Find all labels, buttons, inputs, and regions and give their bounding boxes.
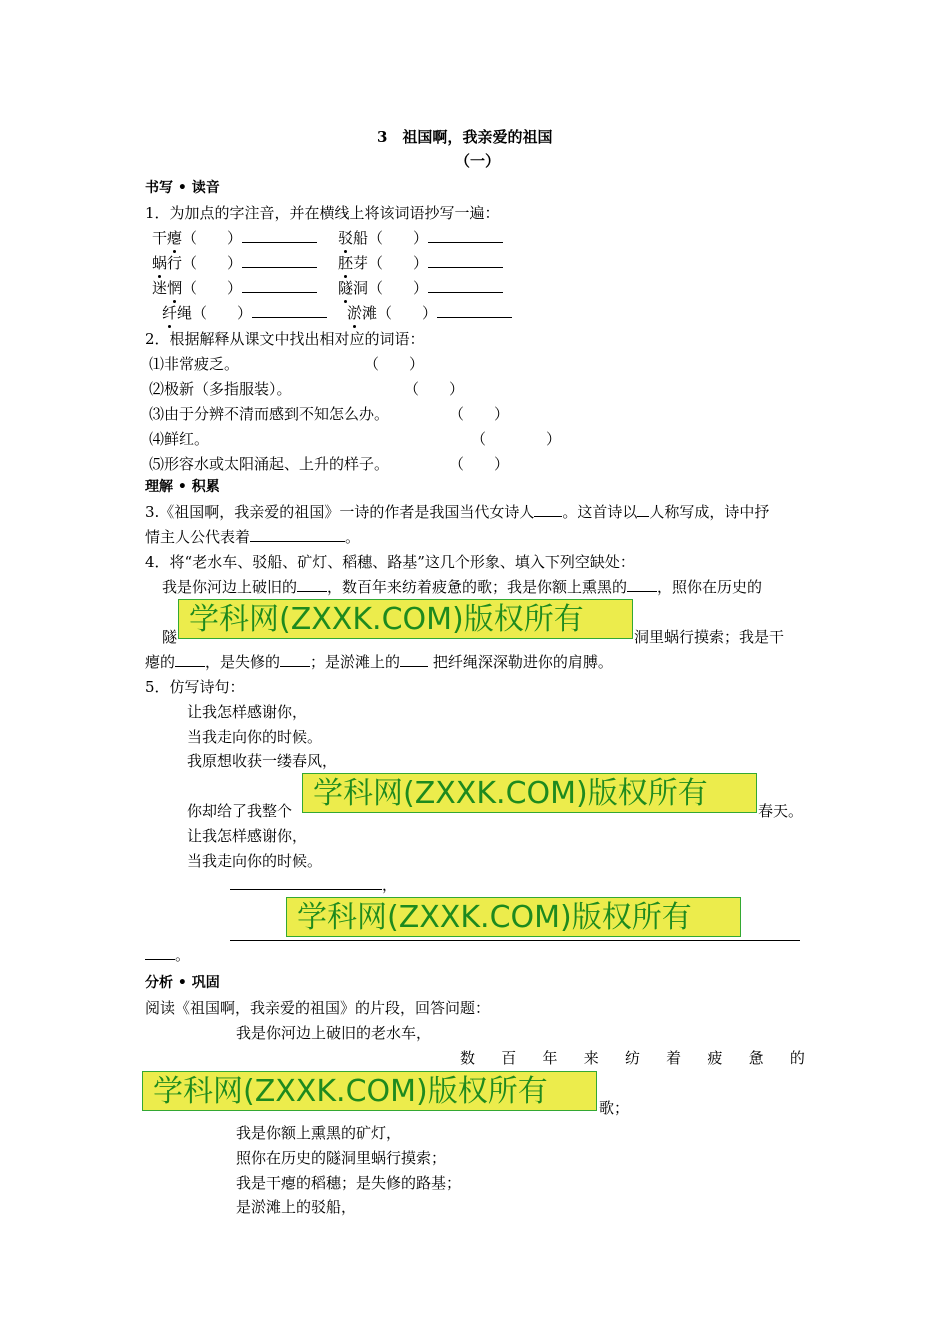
q2-item: ⑶由于分辨不清而感到不知怎么办。 xyxy=(149,405,390,423)
q1-item: 迷惘 （ ） xyxy=(152,279,317,297)
answer-line[interactable] xyxy=(250,529,345,542)
answer-line[interactable] xyxy=(242,255,317,268)
q2-answer-paren[interactable]: （ ） xyxy=(449,455,510,473)
answer-line[interactable] xyxy=(230,877,382,890)
q2-answer-paren[interactable]: （ ） xyxy=(449,405,510,423)
answer-line[interactable] xyxy=(252,305,327,318)
page-title: 3 祖国啊，我亲爱的祖国 xyxy=(377,128,553,146)
poem-line: 让我怎样感谢你， xyxy=(187,703,308,721)
answer-line[interactable] xyxy=(428,255,503,268)
q1-item: 驳 船（ ） xyxy=(338,229,503,247)
poem-line: 我原想收获一缕春风， xyxy=(187,752,338,770)
q2-item: ⑵极新（多指服装）。 xyxy=(149,380,292,398)
imitation-line-1: ， xyxy=(230,876,397,894)
q4-line-1: 我是你河边上破旧的 ，数百年来纺着疲惫的歌；我是你额上熏黑的 ，照你在历史的 xyxy=(162,578,763,596)
poem-line: 当我走向你的时候。 xyxy=(187,728,323,746)
reading-line: 照你在历史的隧洞里蜗行摸索； xyxy=(236,1149,447,1167)
watermark-banner: 学科网(ZXXK.COM)版权所有 xyxy=(286,897,741,937)
reading-line: 是淤滩上的驳船， xyxy=(236,1198,357,1216)
q1-item: 干瘪 （ ） xyxy=(152,229,317,247)
q1-item: 纤 绳（ ） xyxy=(162,304,327,322)
page-subtitle: （一） xyxy=(455,152,501,170)
reading-intro: 阅读《祖国啊，我亲爱的祖国》的片段，回答问题： xyxy=(145,999,491,1017)
emphasis-dot xyxy=(344,300,347,303)
answer-line[interactable] xyxy=(637,504,649,517)
q1-item: 胚 芽（ ） xyxy=(338,254,503,272)
answer-line[interactable] xyxy=(400,654,428,667)
answer-line[interactable] xyxy=(428,230,503,243)
answer-line[interactable] xyxy=(534,504,562,517)
imitation-line-3: 。 xyxy=(145,946,190,964)
emphasis-dot xyxy=(173,300,176,303)
answer-line[interactable] xyxy=(145,947,175,960)
q2-answer-paren[interactable]: （ ） xyxy=(364,355,425,373)
q4-line-2a: 隧 xyxy=(162,628,178,646)
watermark-banner: 学科网(ZXXK.COM)版权所有 xyxy=(142,1071,597,1111)
question-5-prompt: 5．仿写诗句： xyxy=(145,678,245,696)
question-3-line-1: 3.《祖国啊，我亲爱的祖国》一诗的作者是我国当代女诗人 。这首诗以 人称写成，诗中抒 xyxy=(145,503,770,521)
answer-line[interactable] xyxy=(175,654,205,667)
question-1-prompt: 1．为加点的字注音，并在横线上将该词语抄写一遍： xyxy=(145,204,500,222)
q2-item: ⑸形容水或太阳涌起、上升的样子。 xyxy=(149,455,390,473)
question-3-line-2: 情主人公代表着 。 xyxy=(145,528,361,546)
reading-line: 我是你额上熏黑的矿灯， xyxy=(236,1124,402,1142)
q1-item: 蜗 行（ ） xyxy=(152,254,317,272)
emphasis-dot xyxy=(158,275,161,278)
q2-item: ⑷鲜红。 xyxy=(149,430,210,448)
q2-item: ⑴非常疲乏。 xyxy=(149,355,240,373)
q2-answer-paren[interactable]: （ ） xyxy=(404,380,465,398)
emphasis-dot xyxy=(353,325,356,328)
reading-line: 我是干瘪的稻穗；是失修的路基； xyxy=(236,1174,462,1192)
q1-item: 淤 滩（ ） xyxy=(347,304,512,322)
answer-line[interactable] xyxy=(428,280,503,293)
question-2-prompt: 2．根据解释从课文中找出相对应的词语： xyxy=(145,330,425,348)
emphasis-dot xyxy=(344,275,347,278)
q2-answer-paren[interactable]: （ ） xyxy=(471,430,562,448)
poem-line: 你却给了我整个 xyxy=(187,802,293,820)
answer-line[interactable] xyxy=(280,654,310,667)
section-heading-understanding: 理解 • 积累 xyxy=(145,479,220,495)
q4-line-2b: 洞里蜗行摸索；我是干 xyxy=(634,628,785,646)
section-heading-writing: 书写 • 读音 xyxy=(145,180,220,196)
section-heading-analysis: 分析 • 巩固 xyxy=(145,975,220,991)
q4-line-3: 瘪的 ，是失修的 ；是淤滩上的 把纤绳深深勒进你的肩膊。 xyxy=(145,653,613,671)
poem-line: 春天。 xyxy=(758,802,804,820)
poem-line: 当我走向你的时候。 xyxy=(187,852,323,870)
answer-line[interactable] xyxy=(242,280,317,293)
emphasis-dot xyxy=(168,325,171,328)
poem-line: 让我怎样感谢你， xyxy=(187,827,308,845)
question-4-prompt: 4．将“老水车、驳船、矿灯、稻穗、路基”这几个形象、填入下列空缺处： xyxy=(145,553,635,571)
emphasis-dot xyxy=(173,250,176,253)
reading-line: 我是你河边上破旧的老水车， xyxy=(236,1024,432,1042)
watermark-banner: 学科网(ZXXK.COM)版权所有 xyxy=(178,599,633,639)
reading-line-spread: 数 百 年 来 纺 着 疲 惫 的 xyxy=(460,1049,805,1067)
q1-item: 隧 洞（ ） xyxy=(338,279,503,297)
answer-line[interactable] xyxy=(242,230,317,243)
reading-line: 歌； xyxy=(599,1099,630,1117)
emphasis-dot xyxy=(344,250,347,253)
watermark-banner: 学科网(ZXXK.COM)版权所有 xyxy=(302,773,757,813)
answer-line[interactable] xyxy=(627,579,657,592)
answer-line[interactable] xyxy=(437,305,512,318)
answer-line[interactable] xyxy=(297,579,327,592)
